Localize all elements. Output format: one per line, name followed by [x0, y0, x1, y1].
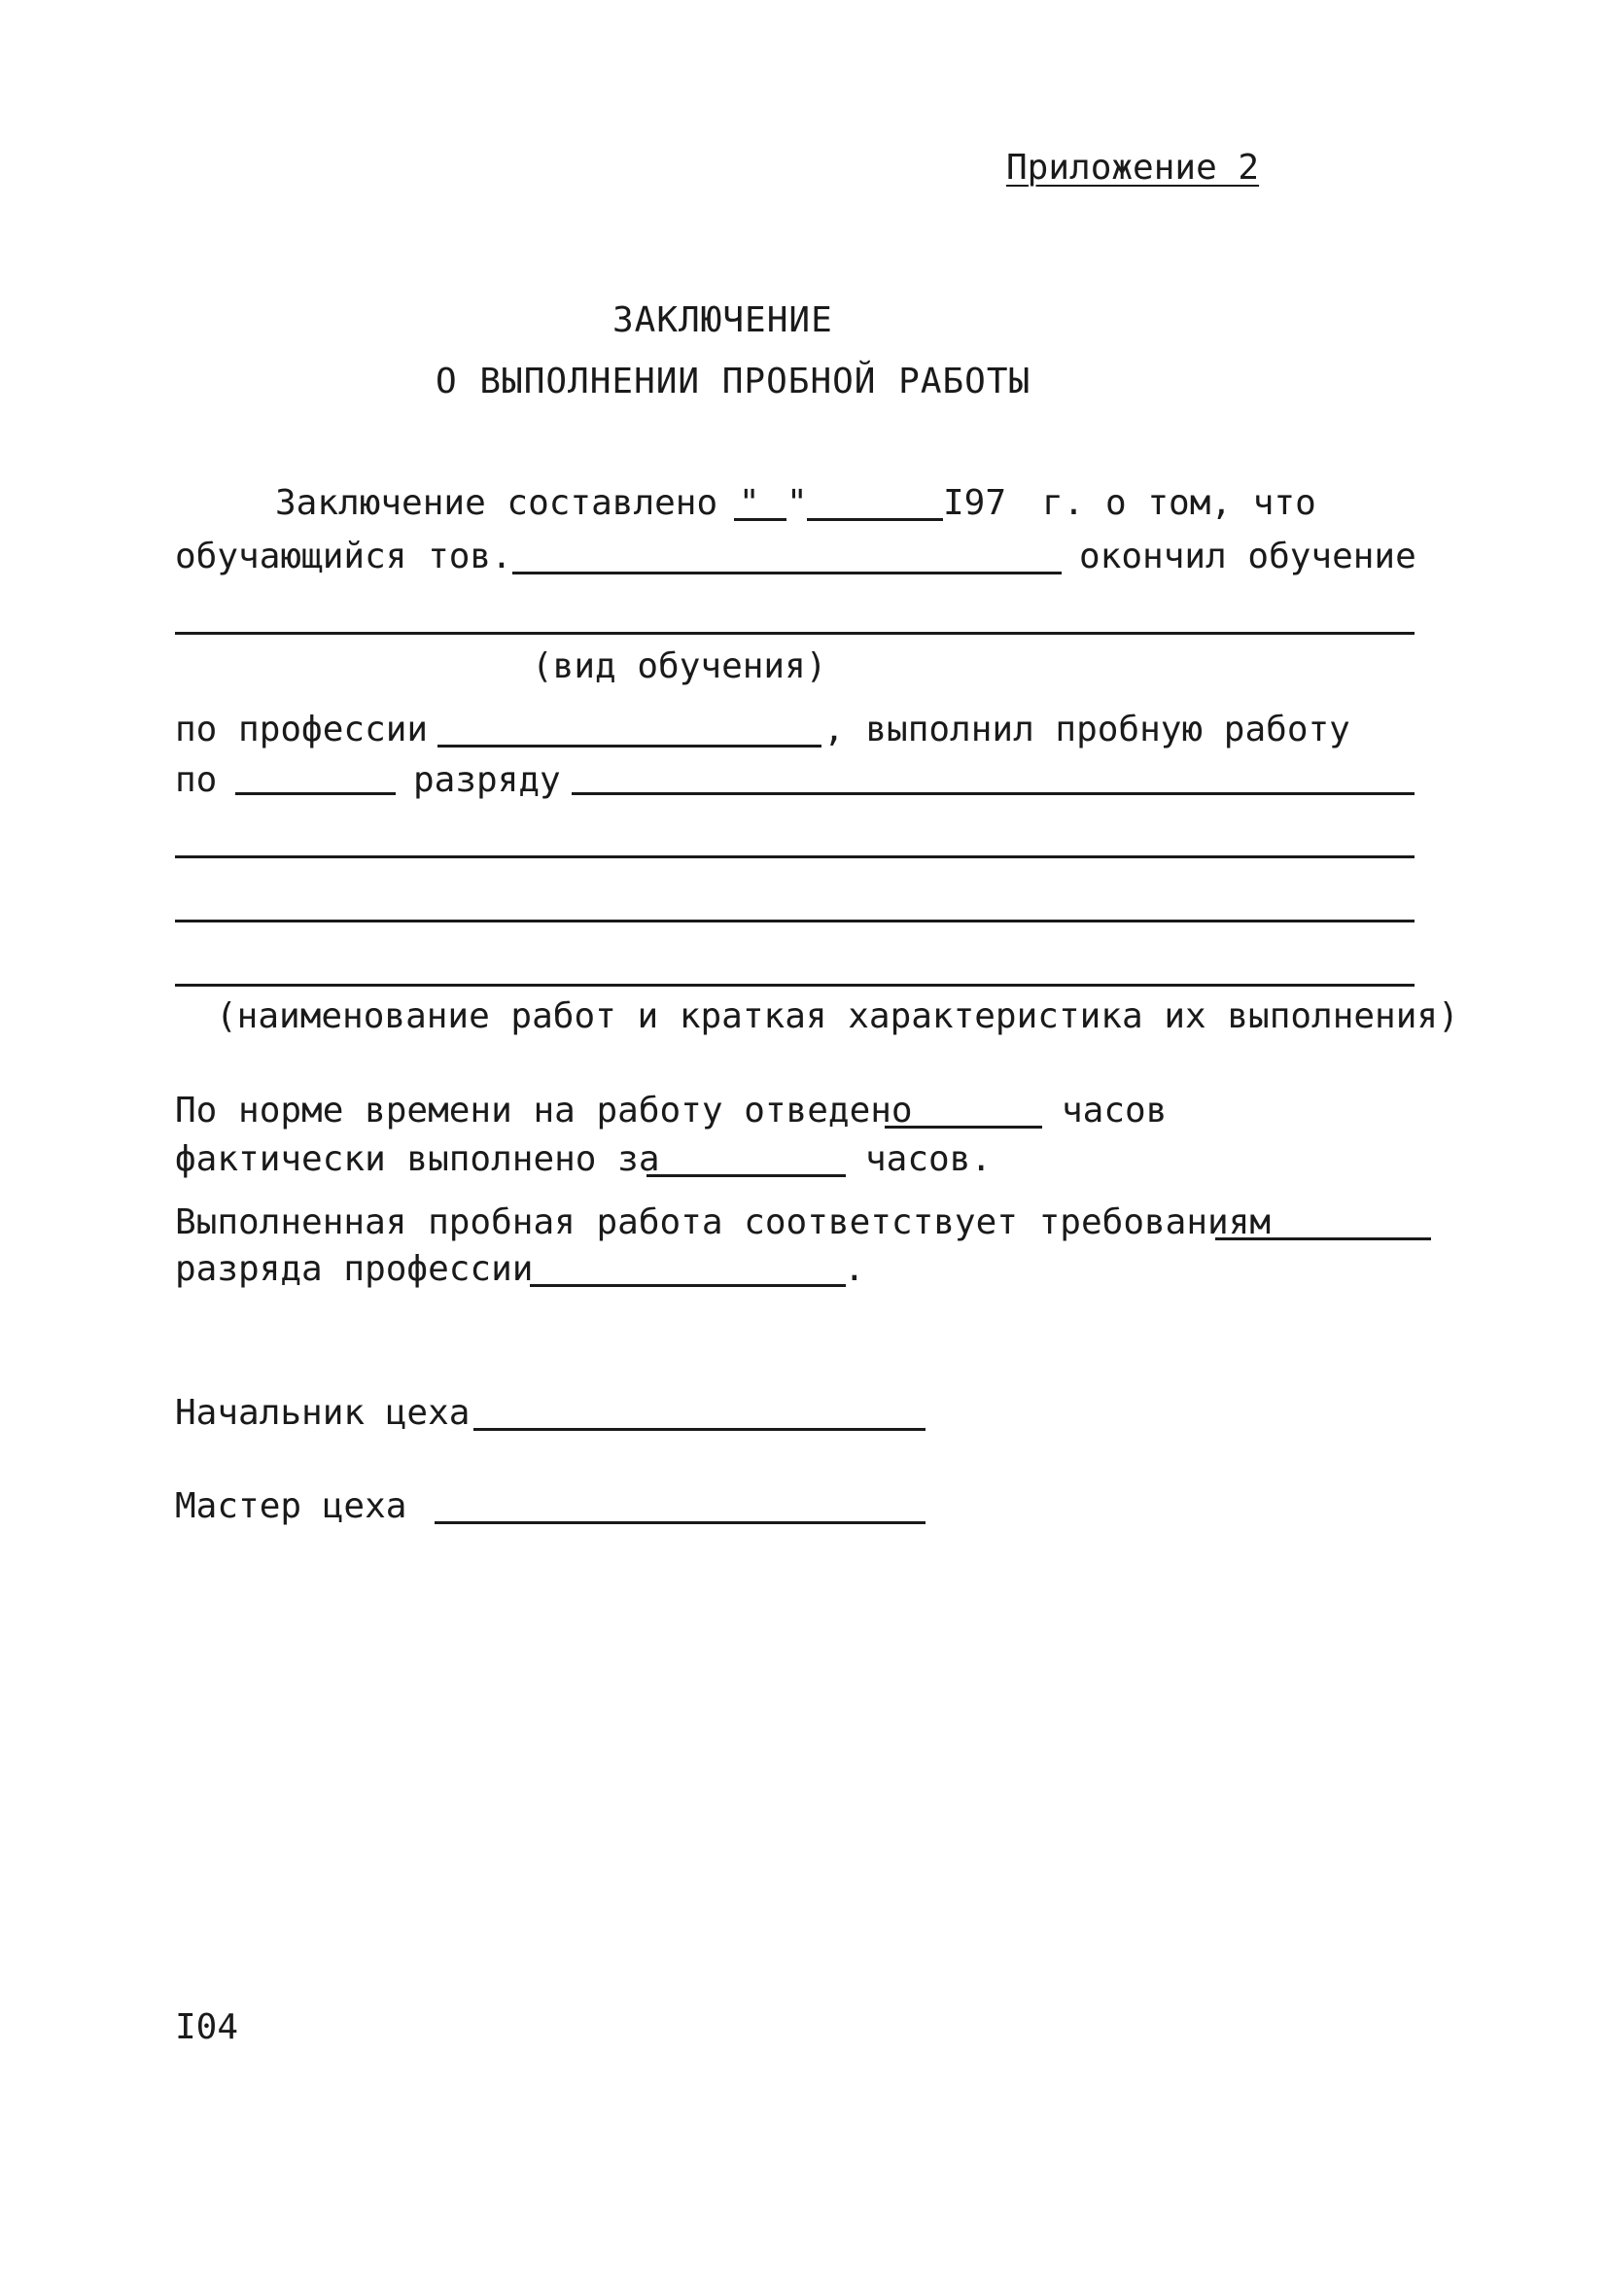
trainee-label: обучающийся тов.	[175, 537, 512, 576]
works-field-2[interactable]	[175, 855, 1415, 858]
shop-master-label: Мастер цеха	[175, 1486, 407, 1526]
conclusion-made-text: Заключение составлено "	[275, 483, 760, 523]
grade-label: разряду	[413, 760, 561, 800]
trial-done-text: , выполнил пробную работу	[823, 710, 1350, 749]
works-field-4[interactable]	[175, 984, 1415, 987]
grade-prefix: по	[175, 760, 218, 800]
conformity-text: Выполненная пробная работа соответствует требованиям	[175, 1202, 1272, 1242]
norm-time-text: По норме времени на работу отведено	[175, 1091, 913, 1131]
profession-label: по профессии	[175, 710, 429, 749]
year-prefix: I97	[943, 483, 1007, 523]
grade-profession-field[interactable]	[530, 1284, 846, 1287]
year-field[interactable]	[1006, 518, 1035, 521]
profession-field[interactable]	[437, 745, 821, 748]
finished-training-text: окончил обучение	[1079, 537, 1416, 576]
year-suffix-text: г. о том, что	[1042, 483, 1316, 523]
actual-hours-field[interactable]	[646, 1174, 846, 1177]
training-type-caption: (вид обучения)	[532, 646, 827, 686]
hours-text: часов	[1062, 1091, 1168, 1131]
actual-time-text: фактически выполнено за	[175, 1139, 660, 1179]
works-field-3[interactable]	[175, 920, 1415, 922]
works-field-1[interactable]	[572, 792, 1415, 795]
document-title: ЗАКЛЮЧЕНИЕ	[612, 300, 833, 340]
document-subtitle: О ВЫПОЛНЕНИИ ПРОБНОЙ РАБОТЫ	[436, 362, 1031, 401]
hours-dot-text: часов.	[865, 1139, 993, 1179]
norm-hours-field[interactable]	[885, 1126, 1042, 1129]
quote-close: "	[786, 483, 808, 523]
grade-profession-text: разряда профессии	[175, 1249, 534, 1289]
month-field[interactable]	[807, 518, 943, 521]
shop-master-signature-field[interactable]	[435, 1521, 926, 1524]
day-field[interactable]	[734, 518, 786, 521]
appendix-label: Приложение 2	[1006, 148, 1260, 188]
shop-head-signature-field[interactable]	[473, 1428, 926, 1431]
works-caption: (наименование работ и краткая характеристика их выполнения)	[216, 996, 1459, 1036]
conformity-grade-field[interactable]	[1215, 1237, 1431, 1240]
period: .	[844, 1249, 865, 1289]
shop-head-label: Начальник цеха	[175, 1393, 471, 1433]
training-type-field[interactable]	[175, 632, 1415, 635]
grade-number-field[interactable]	[235, 792, 396, 795]
page-number: I04	[175, 2007, 239, 2047]
trainee-name-field[interactable]	[512, 572, 1062, 574]
